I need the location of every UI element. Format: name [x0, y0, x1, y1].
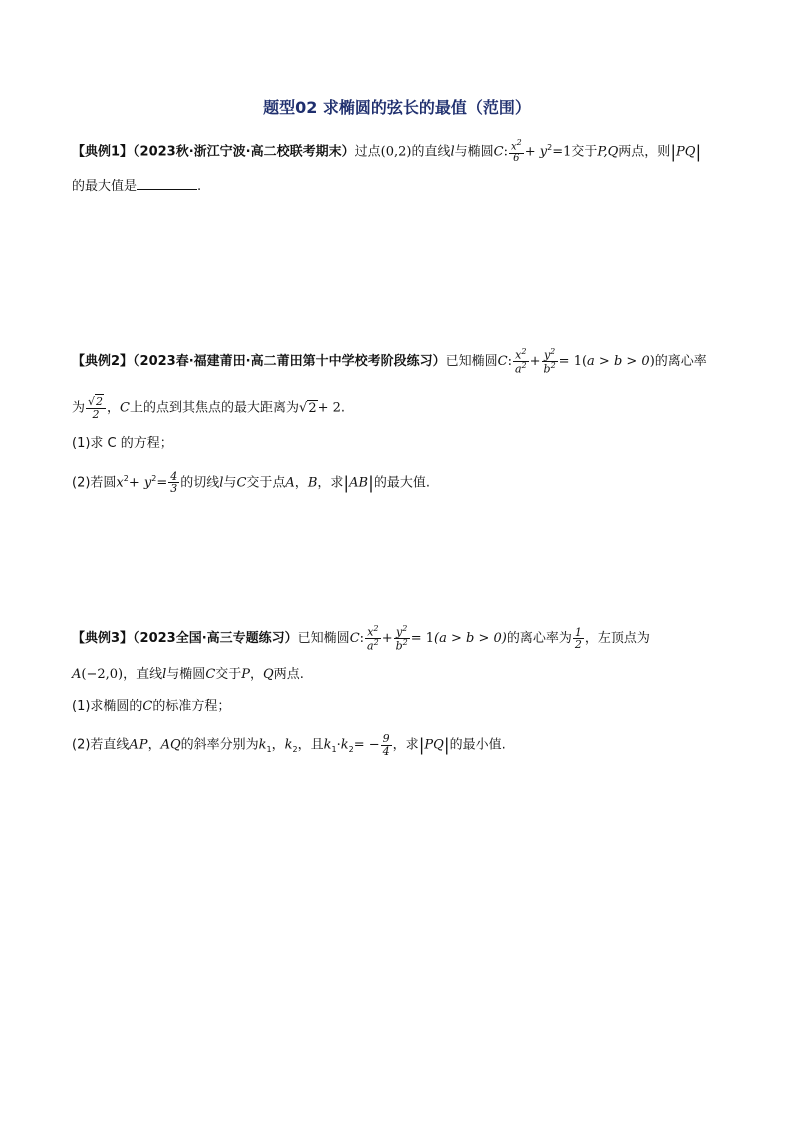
math-eq: = [156, 475, 168, 491]
fraction-9-4 [381, 733, 392, 757]
example3-line1 [72, 625, 650, 652]
radicand: 2 [96, 395, 104, 408]
subscript: 1 [331, 745, 337, 755]
text: 与椭圆 [454, 144, 494, 160]
math-PQ-abs: PQ [676, 144, 696, 160]
num: x [515, 348, 522, 362]
example2-line2: 为 $\frac{√2}{2}$ ，C上的点到其焦点的最大距离为√2+ 2. [72, 395, 346, 421]
fraction-y2-b2: $\frac{y^2}{b^2}$ [395, 624, 408, 653]
example3-line2 [72, 664, 304, 686]
fraction-x2-a2: $\frac{x^2}{a^2}$ [514, 347, 527, 376]
text: (2)若圆 [72, 475, 117, 491]
text: 的离心率为 [506, 631, 572, 647]
math-point: (0,2) [380, 144, 412, 160]
radicand: 2 [308, 400, 317, 416]
den: a [514, 362, 522, 376]
fraction-x2-a2: $\frac{x^2}{a^2}$ [367, 624, 379, 653]
math-C: C [205, 667, 216, 682]
math-close: ) [649, 354, 655, 370]
den: 6 [513, 152, 520, 164]
text: 的最大值是 [72, 179, 138, 194]
example2-line1 [72, 348, 707, 375]
den: 4 [382, 744, 390, 758]
fraction-4-3 [168, 471, 179, 495]
math-l: l [450, 144, 455, 160]
math-cond: a > b > 0 [587, 354, 650, 370]
text: 两点，则 [618, 144, 671, 160]
math-C: C [236, 475, 247, 491]
math-plus-2: + 2 [317, 400, 341, 416]
text: . [340, 400, 346, 416]
num: 4 [170, 469, 178, 483]
den: 2 [574, 638, 582, 652]
text: 为 [72, 400, 86, 416]
text: 已知椭圆 [297, 631, 350, 647]
text: ， [250, 667, 264, 682]
num: 9 [382, 732, 390, 745]
math-colon: : [359, 631, 365, 647]
text: (1)求椭圆的 [72, 699, 143, 714]
math-colon: : [507, 354, 512, 370]
num: y [543, 348, 551, 362]
math-C: C [349, 631, 360, 647]
math-AB: AB [349, 475, 369, 491]
num: y [396, 625, 403, 639]
text: ，且 [297, 737, 324, 753]
math-A: A [285, 475, 295, 491]
subscript: 1 [266, 745, 272, 755]
math-plus-y: + y [524, 144, 548, 160]
text: 的标准方程； [152, 699, 231, 714]
subscript: 2 [348, 745, 354, 755]
math-C: C [142, 699, 153, 714]
math-dot: · [336, 737, 341, 753]
math-PQ: P,Q [597, 144, 619, 160]
math-eq-minus: = − [353, 737, 380, 753]
subscript: 2 [292, 745, 298, 755]
example1-tag: 【典例1】 [72, 144, 134, 160]
den: 3 [170, 482, 178, 496]
math-plus: + [381, 631, 393, 647]
text: ，直线 [123, 667, 163, 682]
math-eq: = 1( [558, 354, 588, 370]
math-x: x [116, 475, 124, 491]
example2-source: （2023春·福建莆田·高二莆田第十中学校考阶段练习） [133, 354, 446, 370]
example3-q2: (2)若直线AP，AQ的斜率分别为$k_1$，$k_2$，且$k_1\cdot k_2=$ − $\frac{9}{4}$ ，求|PQ|的最小值. [72, 732, 506, 758]
text: 的最小值. [449, 737, 506, 753]
math-PQ: PQ [424, 737, 444, 753]
page-title: 题型02 求椭圆的弦长的最值（范围） [263, 98, 531, 117]
text: ， [294, 475, 308, 491]
math-P: P [241, 667, 251, 682]
den: 2 [92, 407, 100, 421]
text: 的切线 [180, 475, 220, 491]
math-k: k [323, 737, 332, 753]
math-C: C [497, 354, 508, 370]
math-k: k [340, 737, 349, 753]
text: 的最大值. [373, 475, 430, 491]
den: b [543, 362, 551, 376]
math-C: C [120, 400, 130, 416]
fraction-x2-6: $\frac{x^2}{6}$ [511, 138, 522, 164]
num: x [511, 141, 517, 153]
num: x [367, 625, 374, 639]
math-cond: (a > b > 0) [434, 631, 507, 647]
text: 的斜率分别为 [180, 737, 259, 753]
answer-blank[interactable] [137, 177, 197, 190]
math-A: A [72, 667, 82, 682]
example2-q2: (2)若圆$x^2+ y^2=$ $\frac{4}{3}$ 的切线l与C交于点A，B，求|AB|的最大值. [72, 469, 430, 496]
math-k: k [258, 737, 267, 753]
text: 交于 [215, 667, 242, 682]
text: ，求 [317, 475, 344, 491]
text: 两点. [273, 667, 304, 682]
example2-tag: 【典例2】 [72, 354, 134, 370]
text: 的离心率 [654, 354, 707, 370]
math-B: B [307, 475, 318, 491]
math-Q: Q [263, 667, 274, 682]
math-colon: : [503, 144, 508, 160]
num: 1 [574, 625, 582, 639]
math-plus: + [529, 354, 541, 370]
text: ， [147, 737, 161, 753]
example3-q1 [72, 696, 230, 718]
math-AQ: AQ [160, 737, 181, 753]
text: (2)若直线 [72, 737, 130, 753]
example1-line1: 【典例1】（2023秋·浙江宁波·高二校联考期末）过点(0,2)的直线l与椭圆C: $\frac{x^2}{6}$ + $y^2=1$交于P,Q两点，则|PQ| [72, 138, 702, 164]
fraction-1-2 [573, 627, 584, 651]
text: 与椭圆 [166, 667, 206, 682]
math-l: l [219, 475, 224, 491]
example3-tag: 【典例3】 [72, 631, 134, 647]
text: 与 [223, 475, 237, 491]
example2-q1: (1)求 C 的方程； [72, 436, 173, 451]
text: 的直线 [411, 144, 451, 160]
math-l: l [162, 667, 167, 682]
math-C: C [493, 144, 504, 160]
fraction-sqrt2-2: $\frac{√2}{2}$ [86, 396, 106, 420]
math-plus-y: + y [128, 475, 152, 491]
text: ， [107, 400, 121, 416]
text: ，求 [392, 737, 419, 753]
math-AP: AP [129, 737, 148, 753]
example1-source: （2023秋·浙江宁波·高二校联考期末） [133, 144, 355, 160]
text: ，左顶点为 [584, 631, 650, 647]
text: 上的点到其焦点的最大距离为 [130, 400, 300, 416]
math-eq: = 1 [410, 631, 435, 647]
math-eq: =1 [552, 144, 572, 160]
example3-source: （2023全国·高三专题练习） [133, 631, 298, 647]
math-coord: (−2,0) [81, 667, 124, 682]
fraction-y2-b2: $\frac{y^2}{b^2}$ [543, 347, 556, 376]
text: 交于 [571, 144, 598, 160]
text: 已知椭圆 [445, 354, 498, 370]
math-k: k [284, 737, 293, 753]
text: ， [271, 737, 285, 753]
text: 过点 [354, 144, 381, 160]
den: a [367, 639, 374, 653]
text: . [197, 179, 202, 194]
example1-line2 [72, 176, 201, 198]
text: 交于点 [246, 475, 286, 491]
den: b [395, 639, 403, 653]
